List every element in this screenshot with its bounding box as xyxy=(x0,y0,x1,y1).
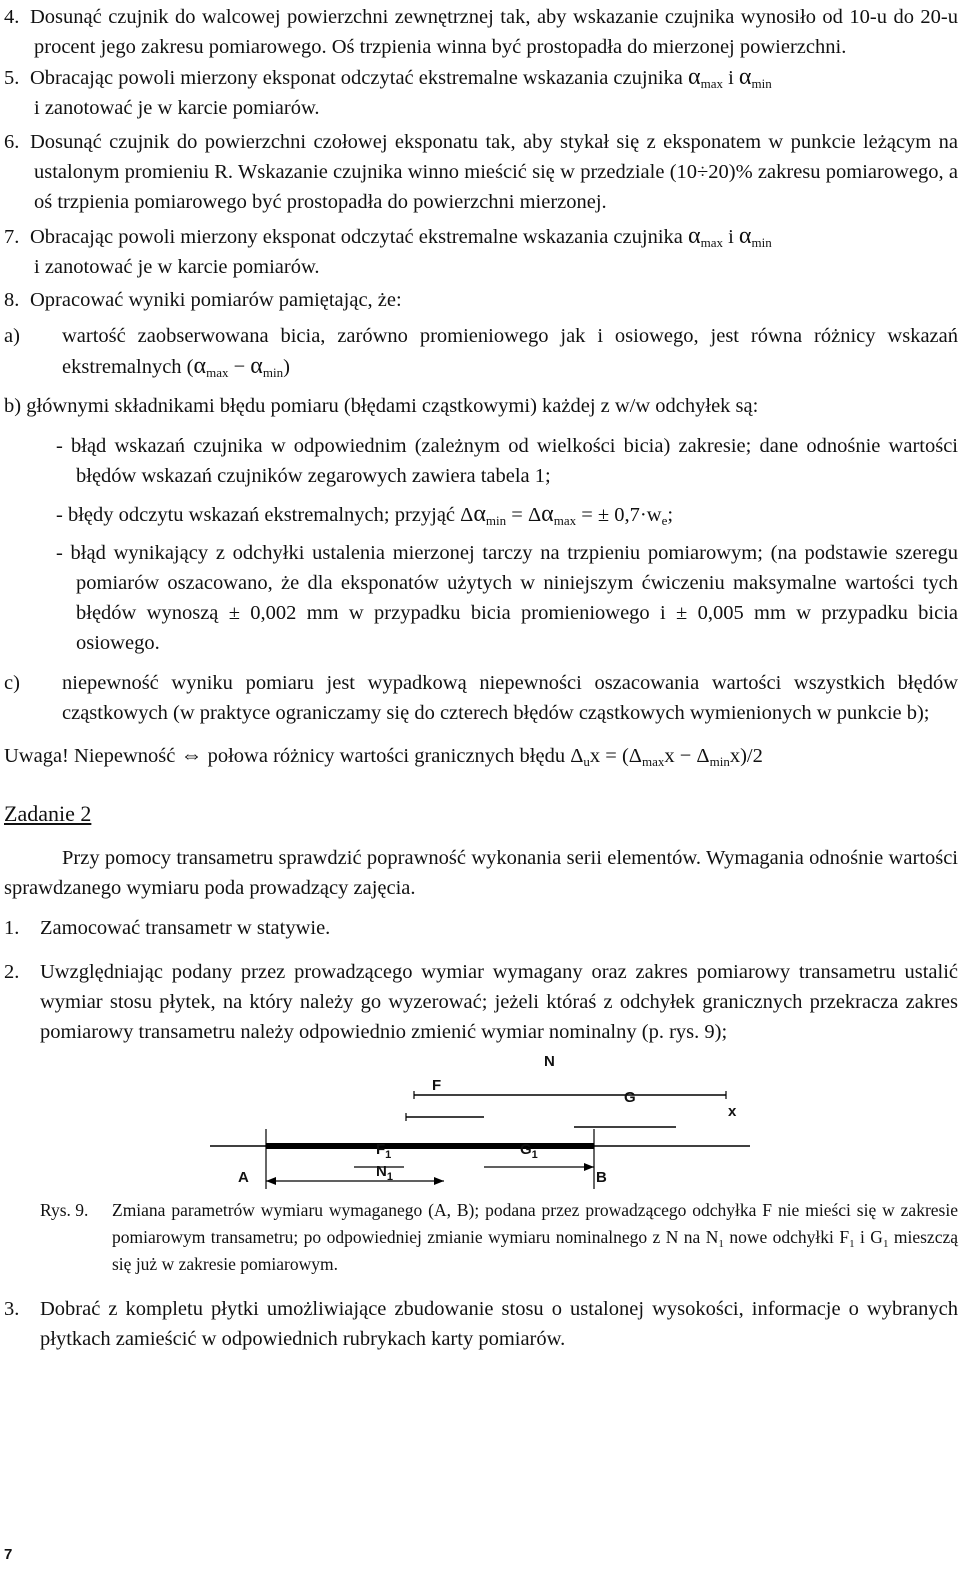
alpha-symbol: α xyxy=(688,64,701,90)
caption-text: nowe odchyłki F xyxy=(723,1227,850,1247)
dash-text: = ± 0,7·w xyxy=(576,504,662,526)
dash-item-1: - błąd wskazań czujnika w odpowiednim (zależnym od wielkości bicia) zakresie; dane odnośnie wartości błędów wskazań czujników zegarowych zawiera tabela 1; xyxy=(56,435,958,487)
caption-text: Zmiana parametrów wymiaru wymaganego (A, B); podana przez prowadzącego odchyłka F nie mieści się w zakresie pomiarowym transametru; po odpowiedniej zmianie wymiaru nominalnego z N na N xyxy=(112,1200,958,1247)
subscript: 1 xyxy=(531,1149,538,1161)
point-text: wartość zaobserwowana bicia, zarówno promieniowego jak i osiowego, jest równa różnicy wskazań ekstremalnych ( xyxy=(62,325,958,378)
step-8 xyxy=(4,285,958,315)
uwaga-note xyxy=(4,740,958,771)
alpha-symbol: α xyxy=(688,223,701,249)
step-number: 1. xyxy=(4,917,20,939)
step-4 xyxy=(4,2,958,62)
task-step-3 xyxy=(4,1294,958,1354)
note-text: x)/2 xyxy=(729,745,763,767)
label-G: G xyxy=(624,1089,636,1106)
label-G1 xyxy=(520,1135,538,1165)
step-number: 3. xyxy=(4,1298,20,1320)
point-label: c) xyxy=(4,672,20,694)
step-text: i zanotować je w karcie pomiarów. xyxy=(34,256,320,278)
alpha-symbol: α xyxy=(193,353,207,379)
dash-text: ; xyxy=(667,504,674,526)
step-text: i xyxy=(722,226,739,248)
step-5 xyxy=(4,62,958,123)
caption-text: mieszczą się już w zakresie pomiarowym. xyxy=(112,1227,959,1274)
page-number: 7 xyxy=(4,1546,13,1563)
subscript: min xyxy=(751,76,772,91)
point-text: − xyxy=(228,356,251,378)
step-text: i zanotować je w karcie pomiarów. xyxy=(34,97,320,119)
step-number: 2. xyxy=(4,961,20,983)
note-text: Uwaga! Niepewność xyxy=(4,745,181,767)
subscript: 1 xyxy=(385,1149,392,1161)
point-text: ) xyxy=(283,356,290,378)
dash-text: = Δ xyxy=(506,504,542,526)
figure-caption xyxy=(4,1197,958,1278)
step-number: 8. xyxy=(4,289,20,311)
point-text: głównymi składnikami błędu pomiaru (błędami cząstkowymi) każdej z w/w odchyłek są: xyxy=(26,395,759,417)
step-text: Obracając powoli mierzony eksponat odczytać ekstremalne wskazania czujnika xyxy=(30,226,688,248)
section-heading: Zadanie 2 xyxy=(4,801,92,826)
label-B: B xyxy=(596,1169,607,1186)
subscript: min xyxy=(485,513,507,528)
subscript: max xyxy=(206,365,229,380)
step-7 xyxy=(4,221,958,282)
subscript: 1 xyxy=(718,1238,724,1250)
segment-thick-bar xyxy=(266,1143,594,1149)
label-F: F xyxy=(432,1077,442,1094)
alpha-symbol: α xyxy=(738,223,752,249)
subscript: 1 xyxy=(882,1238,889,1250)
label-A: A xyxy=(238,1169,249,1186)
note-text: x − Δ xyxy=(664,745,710,767)
figure-tolerance-diagram xyxy=(4,1053,958,1189)
alpha-symbol: α xyxy=(738,64,752,90)
step-text: Dosunąć czujnik do powierzchni czołowej eksponatu tak, aby stykał się z eksponatem w punkcie leżącym na ustalonym promieniu R. Wskazanie czujnika winno mieścić się w przedziale (10÷20)% zakresu pomiarowego, a oś trzpienia pomiarowego być prostopadła do powierzchni mierzonej. xyxy=(30,131,958,213)
subscript: u xyxy=(583,754,590,769)
label-N: N xyxy=(544,1053,555,1070)
point-label: b) xyxy=(4,395,22,417)
point-label: a) xyxy=(4,325,20,347)
subscript: min xyxy=(751,235,772,250)
step-text: Dobrać z kompletu płytki umożliwiające zbudowanie stosu o ustalonej wysokości, informacje o wybranych płytkach zamieścić w odpowiednich rubrykach karty pomiarów. xyxy=(40,1298,958,1350)
point-text: niepewność wyniku pomiaru jest wypadkową niepewności oszacowania wartości wszystkich błędów cząstkowych (w praktyce ograniczamy się do czterech błędów cząstkowych wymienionych w punkcie b); xyxy=(62,672,958,724)
point-c xyxy=(4,668,958,728)
step-number: 5. xyxy=(4,67,20,89)
subscript: e xyxy=(661,513,668,528)
step-text: Uwzględniając podany przez prowadzącego wymiar wymagany oraz zakres pomiarowy transametru ustalić wymiar stosu płytek, na który należy go wyzerować; jeżeli któraś z odchyłek granicznych przekracza zakres pomiarowy transametru należy odpowiednio zmienić wymiar nominalny (p. rys. 9); xyxy=(40,961,958,1043)
subscript: min xyxy=(262,365,284,380)
caption-text: i G xyxy=(854,1227,883,1247)
caption-prefix: Rys. 9. xyxy=(40,1200,89,1220)
subscript: max xyxy=(700,235,723,250)
note-text: x = (Δ xyxy=(589,745,642,767)
step-text: Zamocować transametr w statywie. xyxy=(40,917,331,939)
alpha-symbol: α xyxy=(473,501,486,527)
label-N1-text: N xyxy=(376,1163,387,1180)
zadanie-intro: Przy pomocy transametru sprawdzić poprawność wykonania serii elementów. Wymagania odnośnie wartości sprawdzanego wymiaru poda prowadzący zajęcia. xyxy=(4,847,958,899)
subscript: max xyxy=(641,754,665,769)
step-number: 6. xyxy=(4,131,20,153)
subscript: max xyxy=(553,513,577,528)
step-number: 4. xyxy=(4,6,20,28)
document-page xyxy=(4,0,958,1354)
dash-item-3: - błąd wynikający z odchyłki ustalenia mierzonej tarczy na trzpieniu pomiarowym; (na podstawie szeregu pomiarów oszacowano, że dla eksponatów użytych w niniejszym ćwiczeniu maksymalne wartości tych błędów wynoszą ± 0,002 mm w przypadku bicia promieniowego i ± 0,005 mm w przypadku bicia osiowego. xyxy=(56,542,958,654)
subscript: 1 xyxy=(386,1171,393,1183)
subscript: 1 xyxy=(849,1238,855,1250)
tolerance-diagram-svg xyxy=(4,1057,958,1189)
point-b xyxy=(4,391,958,421)
label-G1-text: G xyxy=(520,1141,532,1158)
note-text: połowa różnicy wartości granicznych błędu Δ xyxy=(202,745,584,767)
dash-item-2 xyxy=(4,499,958,530)
step-text: i xyxy=(722,67,739,89)
point-a xyxy=(4,321,958,382)
label-N1 xyxy=(376,1157,393,1187)
step-text: Obracając powoli mierzony eksponat odczytać ekstremalne wskazania czujnika xyxy=(30,67,688,89)
dash-text: - błędy odczytu wskazań ekstremalnych; przyjąć Δ xyxy=(56,504,474,526)
double-arrow-icon: ⇔ xyxy=(180,742,203,767)
step-text: Opracować wyniki pomiarów pamiętając, że: xyxy=(30,289,402,311)
step-text: Dosunąć czujnik do walcowej powierzchni zewnętrznej tak, aby wskazanie czujnika wynosiło od 10-u do 20-u procent jego zakresu pomiarowego. Oś trzpienia winna być prostopadła do mierzonej powierzchni. xyxy=(30,6,958,58)
task-step-2 xyxy=(4,957,958,1047)
subscript: min xyxy=(709,754,730,769)
task-step-1 xyxy=(4,913,958,943)
label-x: x xyxy=(728,1103,737,1120)
label-F1-text: F xyxy=(376,1141,386,1158)
alpha-symbol: α xyxy=(541,501,554,527)
step-number: 7. xyxy=(4,226,20,248)
alpha-symbol: α xyxy=(250,353,263,379)
subscript: max xyxy=(700,76,723,91)
step-6 xyxy=(4,127,958,217)
